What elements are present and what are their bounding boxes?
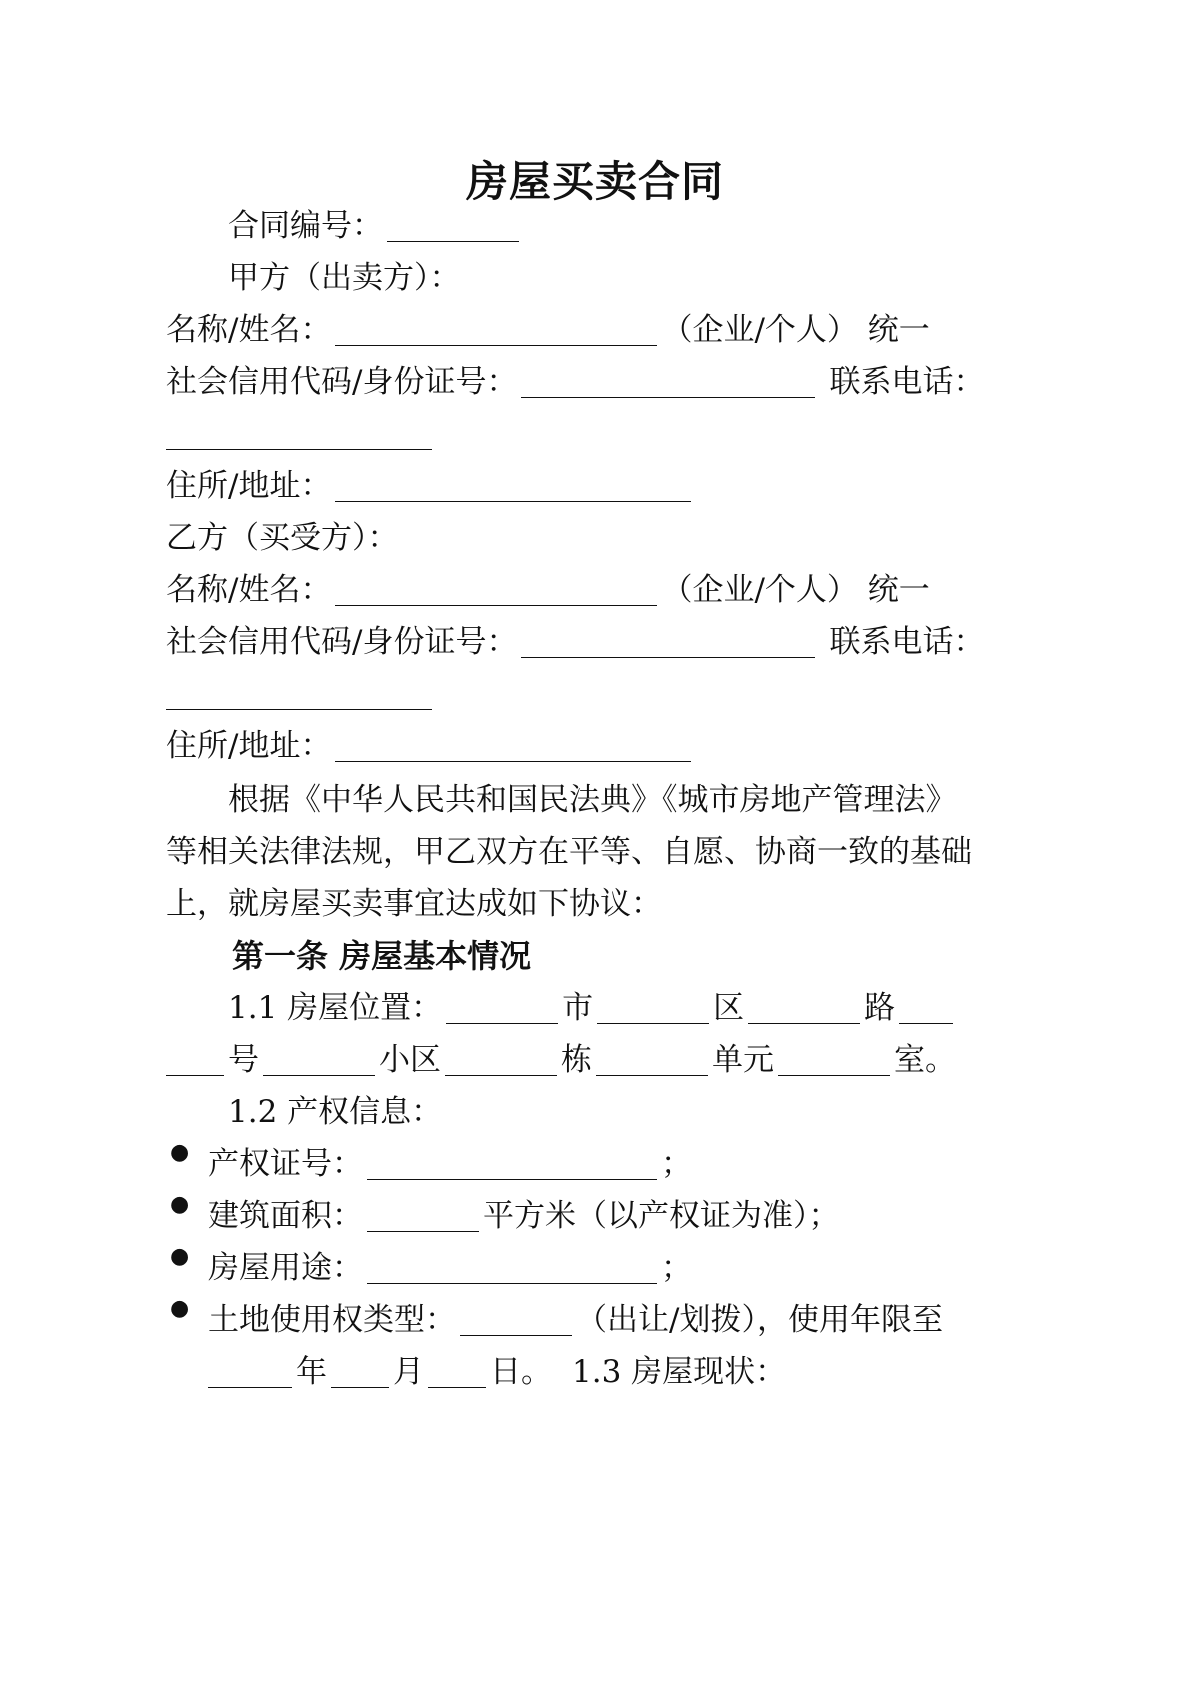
number-field-end[interactable] [166, 1039, 224, 1076]
party-b-name-field[interactable] [335, 569, 657, 606]
area-row [0, 1188, 1190, 1244]
preamble-line-1: 根据《中华人民共和国民法典》《城市房地产管理法》 [228, 782, 957, 818]
property-info-label: 1.2 产权信息： [228, 1094, 443, 1130]
party-b-id-field[interactable] [521, 621, 815, 658]
building-unit: 栋 [561, 1042, 592, 1078]
number-unit: 号 [228, 1042, 259, 1078]
cert-field[interactable] [367, 1143, 657, 1180]
usage-row [0, 1240, 1190, 1296]
location-row-1 [0, 980, 1190, 1036]
party-a-address-field[interactable] [335, 465, 691, 502]
party-b-name-row [0, 562, 1190, 618]
room-field[interactable] [778, 1039, 890, 1076]
party-b-address-label: 住所/地址： [166, 728, 332, 764]
preamble-line-2: 等相关法律法规，甲乙双方在平等、自愿、协商一致的基础 [166, 834, 972, 870]
usage-label: 房屋用途： [208, 1250, 363, 1286]
party-a-id-row [0, 354, 1190, 410]
page-title: 房屋买卖合同 [465, 157, 724, 206]
cert-label: 产权证号： [208, 1146, 363, 1182]
city-field[interactable] [446, 987, 558, 1024]
year-unit: 年 [296, 1354, 327, 1390]
year-field[interactable] [208, 1351, 292, 1388]
party-b-address-field[interactable] [335, 725, 691, 762]
road-unit: 路 [864, 990, 896, 1026]
contract-number-label: 合同编号： [228, 208, 383, 244]
usage-end: ； [661, 1250, 692, 1286]
area-label: 建筑面积： [208, 1198, 363, 1234]
party-b-name-label: 名称/姓名： [166, 572, 332, 608]
party-b-address-row [0, 718, 1190, 774]
contract-number-row [0, 198, 1190, 254]
city-unit: 市 [562, 990, 594, 1026]
unit-unit: 单元 [712, 1042, 774, 1078]
party-a-id-label: 社会信用代码/身份证号： [166, 364, 518, 400]
day-unit: 日。 [490, 1354, 552, 1390]
usage-field[interactable] [367, 1247, 657, 1284]
number-field-start[interactable] [899, 987, 953, 1024]
party-b-phone-field[interactable] [166, 673, 432, 710]
month-unit: 月 [393, 1354, 424, 1390]
party-a-address-label: 住所/地址： [166, 468, 332, 504]
location-row-2 [0, 1032, 1190, 1088]
party-a-name-row [0, 302, 1190, 358]
location-label: 1.1 房屋位置： [228, 990, 443, 1026]
district-field[interactable] [597, 987, 709, 1024]
party-b-id-label: 社会信用代码/身份证号： [166, 624, 518, 660]
article-1-heading: 第一条 房屋基本情况 [232, 937, 532, 975]
party-a-name-field[interactable] [335, 309, 657, 346]
contract-number-field[interactable] [387, 205, 519, 242]
party-a-address-row [0, 458, 1190, 514]
party-a-header: 甲方（出卖方）： [228, 260, 461, 296]
party-a-phone-field[interactable] [166, 413, 432, 450]
party-a-phone-label: 联系电话： [829, 364, 985, 400]
area-end: 平方米（以产权证为准）； [483, 1198, 840, 1234]
bullet-icon: ● [170, 1244, 190, 1269]
building-field[interactable] [445, 1039, 557, 1076]
cert-end: ； [661, 1146, 692, 1182]
day-field[interactable] [428, 1351, 486, 1388]
community-field[interactable] [263, 1039, 375, 1076]
party-a-type-note: （企业/个人） 统一 [661, 312, 930, 348]
area-field[interactable] [367, 1195, 479, 1232]
unit-field[interactable] [596, 1039, 708, 1076]
cert-row [0, 1136, 1190, 1192]
land-label: 土地使用权类型： [208, 1302, 456, 1338]
party-b-id-row [0, 614, 1190, 670]
road-field[interactable] [748, 987, 860, 1024]
land-field[interactable] [460, 1299, 572, 1336]
party-b-phone-row [0, 666, 1190, 722]
party-b-header: 乙方（买受方）： [166, 520, 399, 556]
party-a-id-field[interactable] [521, 361, 815, 398]
district-unit: 区 [713, 990, 745, 1026]
party-a-phone-row [0, 406, 1190, 462]
land-row [0, 1292, 1190, 1348]
party-a-name-label: 名称/姓名： [166, 312, 332, 348]
community-unit: 小区 [379, 1042, 441, 1078]
party-b-type-note: （企业/个人） 统一 [661, 572, 930, 608]
preamble-line-3: 上，就房屋买卖事宜达成如下协议： [166, 886, 662, 922]
bullet-icon: ● [170, 1192, 190, 1217]
month-field[interactable] [331, 1351, 389, 1388]
term-row [0, 1344, 1190, 1400]
status-label: 1.3 房屋现状： [572, 1354, 787, 1390]
land-end: （出让/划拨），使用年限至 [576, 1302, 943, 1338]
bullet-icon: ● [170, 1296, 190, 1321]
room-unit: 室。 [894, 1042, 956, 1078]
party-b-phone-label: 联系电话： [829, 624, 985, 660]
bullet-icon: ● [170, 1140, 190, 1165]
